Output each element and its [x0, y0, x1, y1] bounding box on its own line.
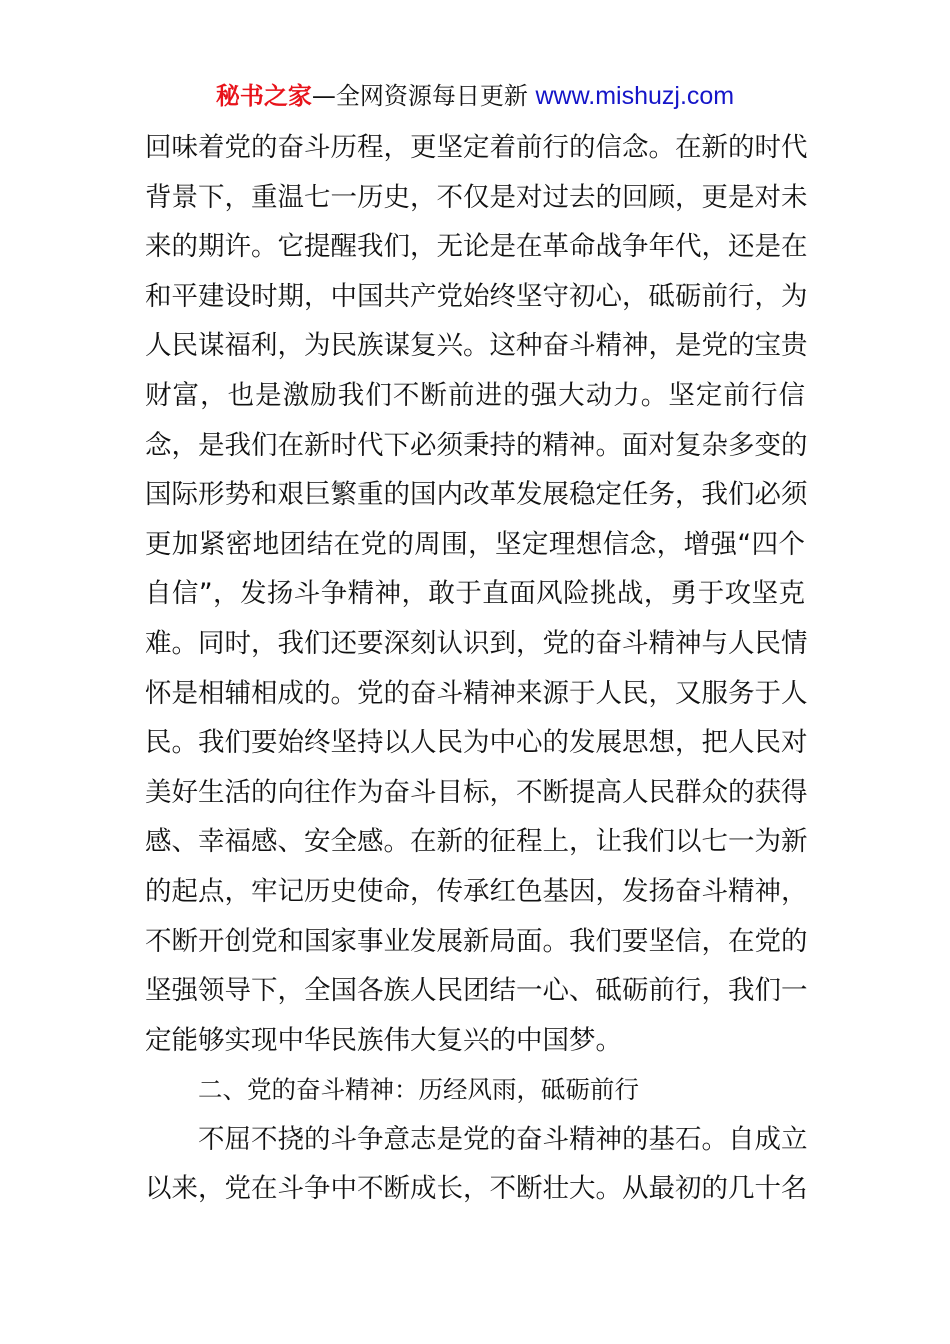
text-line: 来的期许。它提醒我们，无论是在革命战争年代，还是在 — [145, 231, 808, 263]
text-line: 财富，也是激励我们不断前进的强大动力。坚定前行信 — [145, 379, 805, 411]
text-line: 回味着党的奋斗历程，更坚定着前行的信念。在新的时代 — [145, 132, 808, 163]
text-line: 感、幸福感、安全感。在新的征程上，让我们以七一为新 — [145, 826, 808, 858]
text-line: 和平建设时期，中国共产党始终坚守初心，砥砺前行，为 — [145, 280, 808, 312]
document-body — [0, 123, 950, 1214]
text-line: 民。我们要始终坚持以人民为中心的发展思想，把人民对 — [145, 727, 808, 759]
text-line: 怀是相辅相成的。党的奋斗精神来源于人民，又服务于人 — [145, 677, 808, 709]
text-line: 不断开创党和国家事业发展新局面。我们要坚信，在党的 — [145, 925, 808, 957]
text-line: 背景下，重温七一历史，不仅是对过去的回顾，更是对未 — [145, 181, 808, 213]
section-heading: 二、党的奋斗精神：历经风雨，砥砺前行 — [198, 1075, 639, 1105]
text-line: 更加紧密地团结在党的周围，坚定理想信念，增强“四个 — [145, 528, 805, 560]
text-line: 坚强领导下，全国各族人民团结一心、砥砺前行，我们一 — [145, 975, 808, 1007]
brand-name: 秘书之家 — [215, 82, 312, 110]
text-line: 念，是我们在新时代下必须秉持的精神。面对复杂多变的 — [145, 429, 808, 461]
text-line: 难。同时，我们还要深刻认识到，党的奋斗精神与人民情 — [145, 627, 808, 659]
header-tagline: —全网资源每日更新 — [311, 82, 528, 110]
site-url-link[interactable]: www.mishuzj.com — [535, 82, 735, 110]
text-line: 的起点，牢记历史使命，传承红色基因，发扬奋斗精神， — [145, 875, 808, 907]
text-line: 以来，党在斗争中不断成长，不断壮大。从最初的几十名 — [145, 1173, 808, 1205]
text-line: 定能够实现中华民族伟大复兴的中国梦。 — [145, 1024, 622, 1056]
text-line: 人民谋福利，为民族谋复兴。这种奋斗精神，是党的宝贵 — [145, 330, 808, 362]
text-line: 不屈不挠的斗争意志是党的奋斗精神的基石。自成立 — [198, 1123, 808, 1155]
text-line: 国际形势和艰巨繁重的国内改革发展稳定任务，我们必须 — [145, 479, 808, 511]
text-line: 美好生活的向往作为奋斗目标，不断提高人民群众的获得 — [145, 776, 808, 808]
page-header — [0, 78, 950, 114]
text-line: 自信”，发扬斗争精神，敢于直面风险挑战，勇于攻坚克 — [145, 578, 805, 610]
